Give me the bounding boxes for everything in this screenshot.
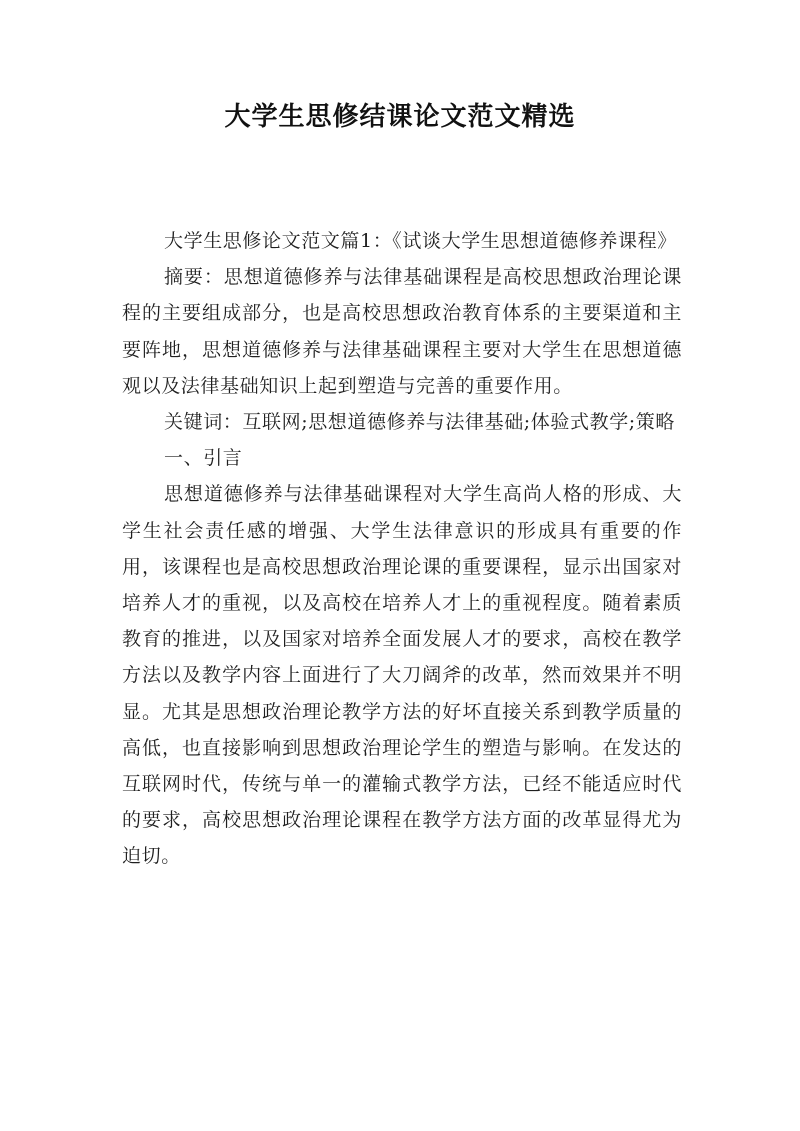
section-heading-introduction: 一、引言 — [164, 447, 243, 470]
paragraph-abstract: 摘要：思想道德修养与法律基础课程是高校思想政治理论课程的主要组成部分，也是高校思想政治教育体系的主要渠道和主要阵地，思想道德修养与法律基础课程主要对大学生在思想道德观以及法律基础知识上起到塑造与完善的重要作用。 — [122, 266, 682, 397]
paragraph-keywords: 关键词：互联网;思想道德修养与法律基础;体验式教学;策略 — [164, 411, 676, 434]
paragraph-article-heading: 大学生思修论文范文篇1：《试谈大学生思想道德修养课程》 — [164, 230, 677, 252]
document-title: 大学生思修结课论文范文精选 — [224, 102, 576, 132]
paragraph-introduction: 思想道德修养与法律基础课程对大学生高尚人格的形成、大学生社会责任感的增强、大学生法律意识的形成具有重要的作用，该课程也是高校思想政治理论课的重要课程，显示出国家对培养人才的重视，以及高校在培养人才上的重视程度。随着素质教育的推进，以及国家对培养全面发展人才的要求，高校在教学方法以及教学内容上面进行了大刀阔斧的改革，然而效果并不明显。尤其是思想政治理论教学方法的好坏直接关系到教学质量的高低，也直接影响到思想政治理论学生的塑造与影响。在发达的互联网时代，传统与单一的灌输式教学方法，已经不能适应时代的要求，高校思想政治理论课程在教学方法方面的改革显得尤为迫切。 — [122, 483, 682, 868]
document-body — [122, 223, 682, 875]
